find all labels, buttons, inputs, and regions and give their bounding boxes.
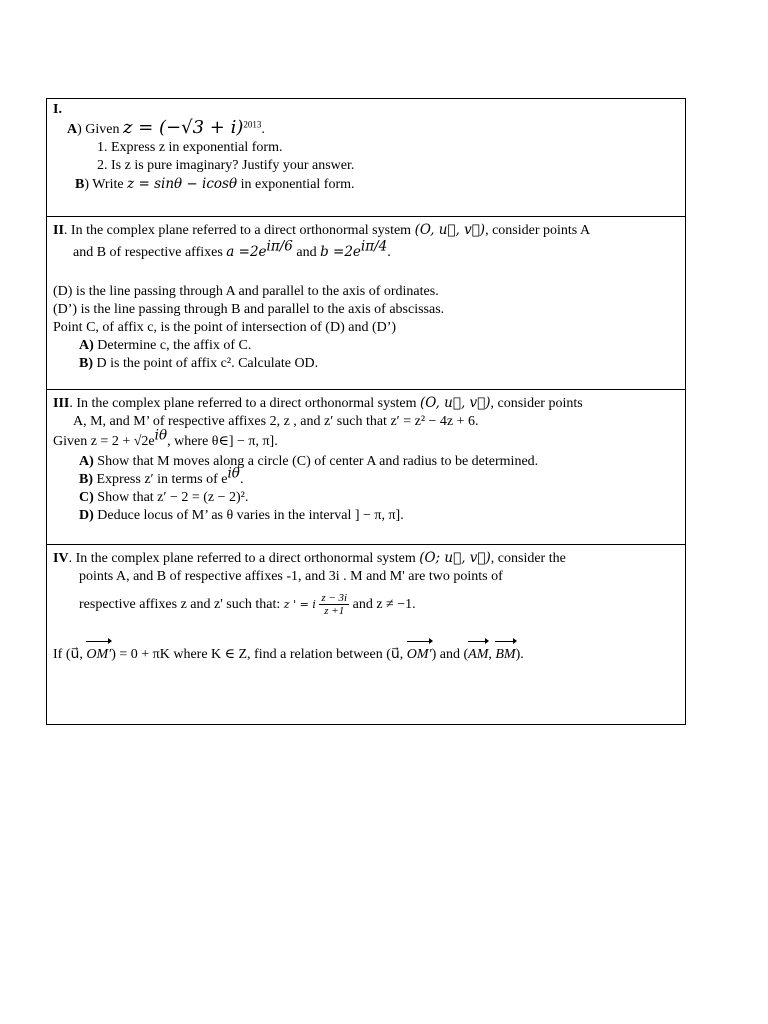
section-3-question-c [53,489,679,507]
section-1-part-b [53,175,679,194]
question-if: If (u⃗, [53,647,87,662]
section-3-question-d [53,507,679,525]
part-a-expression: z = (−√3 + i) [123,117,244,138]
section-3-intro-tail: , consider points [490,396,583,411]
section-2-intro [53,221,679,240]
exercise-sheet [46,98,686,725]
question-a-text: Determine c, the affix of C. [93,338,252,353]
section-3-question-b: B) Express z′ in terms of $e^{i\theta}$. [79,465,244,487]
line-d-definition: (D) is the line passing through A and parallel to the axis of ordinates. [53,284,439,299]
question-b-exponent: iθ [227,465,240,482]
given-expression: Given z = 2 + √2e [53,434,155,449]
system-notation: (O, u⃗, v⃗) [420,395,491,411]
part-a-label: A [67,122,78,137]
part-a-text: ) Given [77,122,124,137]
fraction-numerator: z − 3i [321,592,348,605]
section-2-number: II [53,223,64,238]
system-notation: (O; u⃗, v⃗) [419,550,491,566]
section-2-intro-tail: , consider points A [485,223,591,238]
affix-a: a =2e [226,244,267,260]
section-3-intro [53,394,679,413]
point-c-definition: Point C, of affix c, is the point of intersection of (D) and (D’) [53,320,397,335]
section-3 [47,389,685,544]
question-a-label: A) [79,454,94,469]
section-4-number: IV [53,551,69,566]
affix-and: and [292,245,321,260]
given-tail: , where θ∈] − π, π]. [167,434,278,449]
section-4-relation [53,588,679,622]
section-2-intro-text: . In the complex plane referred to a direct orthonormal system [63,223,415,238]
section-2-question-a [53,337,679,355]
relation-text: respective affixes z and z' such that: [79,597,284,612]
section-4-intro [53,549,679,568]
question-d-text: Deduce locus of M’ as θ varies in the interval ] − π, π]. [93,508,404,523]
question-d-label: D) [79,508,94,523]
question-b-label: B) [79,472,93,487]
part-a-exponent: 2013 [243,119,262,130]
relation-tail: and z ≠ −1. [349,597,416,612]
section-2-question-b [53,355,679,373]
question-c-label: C) [79,490,94,505]
question-b-text: Express z′ in terms of e [93,472,228,487]
question-and: ) and ( [431,647,469,662]
section-3-number: III [53,396,70,411]
section-4-points: points A, and B of respective affixes -1, and 3i . M and M' are two points of [79,569,503,584]
section-1-number: I. [53,102,62,117]
question-b-text: D is the point of affix c². Calculate OD. [93,356,319,371]
part-b-expression: z = sinθ − icosθ [127,176,238,192]
section-2 [47,216,685,389]
question-c-text: Show that z′ − 2 = (z − 2)². [93,490,249,505]
section-3-affixes: A, M, and M’ of respective affixes 2, z , and z′ such that z′ = z² − 4z + 6. [73,414,479,429]
affix-a-exponent: iπ/6 [266,238,293,255]
affix-b-exponent: iπ/4 [360,238,388,255]
section-4 [47,544,685,724]
question-middle: ) = 0 + πK where K ∈ Z, find a relation between (u⃗, [111,647,407,662]
section-4-intro-tail: , consider the [490,551,566,566]
question-a-text: Show that M moves along a circle (C) of center A and radius to be determined. [93,454,539,469]
system-notation: (O, u⃗, v⃗) [414,222,486,238]
part-b-label: B [75,177,85,192]
vector-bm: BM [495,642,515,668]
question-2: 2. Is z is pure imaginary? Justify your answer. [97,158,355,173]
part-b-tail: in exponential form. [237,177,355,192]
part-b-text: ) Write [84,177,128,192]
affix-line: and B of respective affixes $a =2e^{i\pi/6}$ and $b =2e^{i\pi/4}$. [73,238,391,260]
z-prime: z ' = i [283,598,316,611]
line-d-prime-definition: (D’) is the line passing through B and parallel to the axis of abscissas. [53,302,445,317]
question-1: 1. Express z in exponential form. [97,140,283,155]
vector-om-prime: OM′ [86,642,111,668]
vector-om-prime-2: OM′ [407,642,432,668]
section-4-question [53,642,679,668]
fraction-denominator: z +1 [324,605,345,618]
question-comma: , [488,647,496,662]
affix-line-text: and B of respective affixes [73,245,227,260]
question-end: ). [515,647,524,662]
vector-am: AM [468,642,488,668]
section-3-question-a [53,453,679,471]
section-1-part-a: A) Given $z = (-√3 + i)^{2013}$. [67,117,265,138]
given-exponent: iθ [154,427,168,444]
question-b-label: B) [79,356,93,371]
section-3-intro-text: . In the complex plane referred to a direct orthonormal system [69,396,421,411]
section-4-intro-text: . In the complex plane referred to a direct orthonormal system [68,551,420,566]
question-a-label: A) [79,338,94,353]
section-3-given [53,427,679,453]
section-1 [47,99,685,216]
affix-b: b =2e [320,244,361,260]
fraction [319,592,349,617]
